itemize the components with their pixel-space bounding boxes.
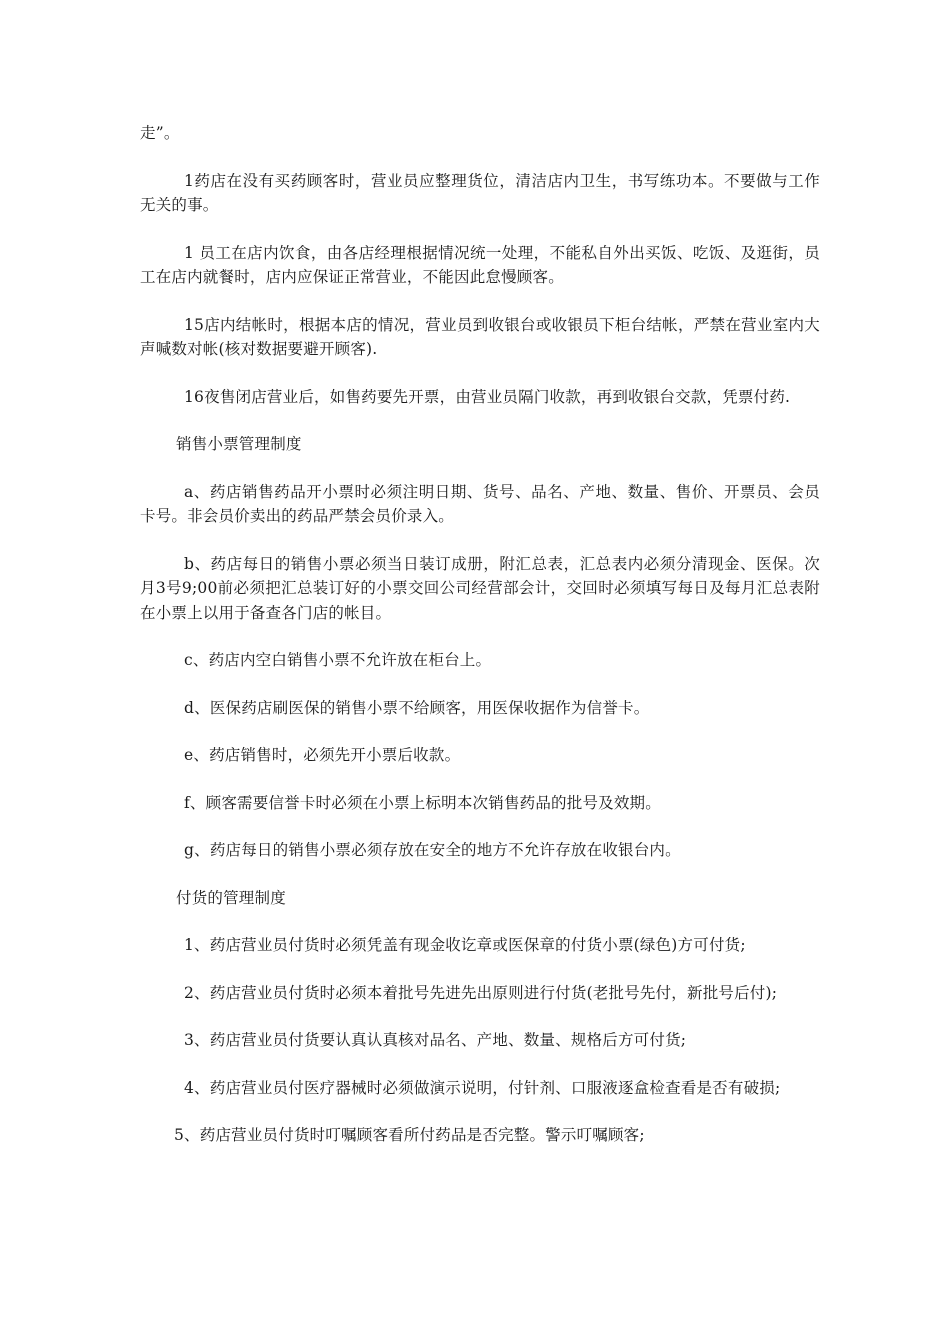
paragraph-gap bbox=[140, 720, 820, 743]
paragraph-receipt-d: d、医保药店刷医保的销售小票不给顾客，用医保收据作为信誉卡。 bbox=[184, 698, 650, 717]
paragraph-gap bbox=[140, 910, 820, 933]
paragraph-gap bbox=[140, 863, 820, 886]
paragraph-gap bbox=[140, 290, 820, 313]
paragraph-gap bbox=[140, 529, 820, 552]
paragraph-receipt-b: b、药店每日的销售小票必须当日装订成册，附汇总表，汇总表内必须分清现金、医保。次月3号9;00前必须把汇总装订好的小票交回公司经营部会计，交回时必须填写每日及每月汇总表附在小票上以用于备查各门店的帐目。 bbox=[140, 554, 820, 622]
paragraph-rule-1a: 1药店在没有买药顾客时，营业员应整理货位，清洁店内卫生，书写练功本。不要做与工作无关的事。 bbox=[140, 171, 820, 214]
document-body bbox=[140, 121, 820, 1148]
paragraph-gap bbox=[140, 673, 820, 696]
paragraph-receipt-f: f、顾客需要信誉卡时必须在小票上标明本次销售药品的批号及效期。 bbox=[184, 793, 661, 812]
paragraph-delivery-5: 5、药店营业员付货时叮嘱顾客看所付药品是否完整。警示叮嘱顾客; bbox=[174, 1126, 645, 1144]
paragraph-receipt-g: g、药店每日的销售小票必须存放在安全的地方不允许存放在收银台内。 bbox=[184, 841, 681, 859]
paragraph-continuation: 走”。 bbox=[140, 124, 180, 142]
section-heading-delivery: 付货的管理制度 bbox=[176, 888, 286, 907]
paragraph-gap bbox=[140, 958, 820, 981]
paragraph-receipt-c: c、药店内空白销售小票不允许放在柜台上。 bbox=[184, 651, 492, 669]
paragraph-gap bbox=[140, 1005, 820, 1028]
section-heading-receipt: 销售小票管理制度 bbox=[176, 435, 302, 453]
paragraph-gap bbox=[140, 1100, 820, 1123]
paragraph-gap bbox=[140, 409, 820, 432]
paragraph-delivery-2: 2、药店营业员付货时必须本着批号先进先出原则进行付货(老批号先付，新批号后付); bbox=[184, 983, 778, 1002]
paragraph-gap bbox=[140, 457, 820, 480]
paragraph-rule-15: 15店内结帐时，根据本店的情况，营业员到收银台或收银员下柜台结帐，严禁在营业室内大声喊数对帐(核对数据要避开顾客). bbox=[140, 315, 820, 358]
paragraph-gap bbox=[140, 625, 820, 648]
paragraph-delivery-4: 4、药店营业员付医疗器械时必须做演示说明，付针剂、口服液逐盒检查看是否有破损; bbox=[184, 1078, 781, 1097]
paragraph-delivery-3: 3、药店营业员付货要认真认真核对品名、产地、数量、规格后方可付货; bbox=[184, 1031, 687, 1049]
paragraph-gap bbox=[140, 1053, 820, 1076]
paragraph-receipt-a: a、药店销售药品开小票时必须注明日期、货号、品名、产地、数量、售价、开票员、会员卡号。非会员价卖出的药品严禁会员价录入。 bbox=[140, 482, 820, 525]
paragraph-gap bbox=[140, 768, 820, 791]
paragraph-gap bbox=[140, 146, 820, 169]
paragraph-rule-16: 16夜售闭店营业后，如售药要先开票，由营业员隔门收款，再到收银台交款，凭票付药. bbox=[184, 387, 791, 406]
paragraph-gap bbox=[140, 362, 820, 385]
paragraph-receipt-e: e、药店销售时，必须先开小票后收款。 bbox=[184, 746, 461, 764]
paragraph-delivery-1: 1、药店营业员付货时必须凭盖有现金收讫章或医保章的付货小票(绿色)方可付货; bbox=[184, 936, 746, 954]
paragraph-gap bbox=[140, 815, 820, 838]
paragraph-gap bbox=[140, 218, 820, 241]
paragraph-rule-1b: 1 员工在店内饮食，由各店经理根据情况统一处理，不能私自外出买饭、吃饭、及逛街，员工在店内就餐时，店内应保证正常营业，不能因此怠慢顾客。 bbox=[140, 243, 820, 286]
